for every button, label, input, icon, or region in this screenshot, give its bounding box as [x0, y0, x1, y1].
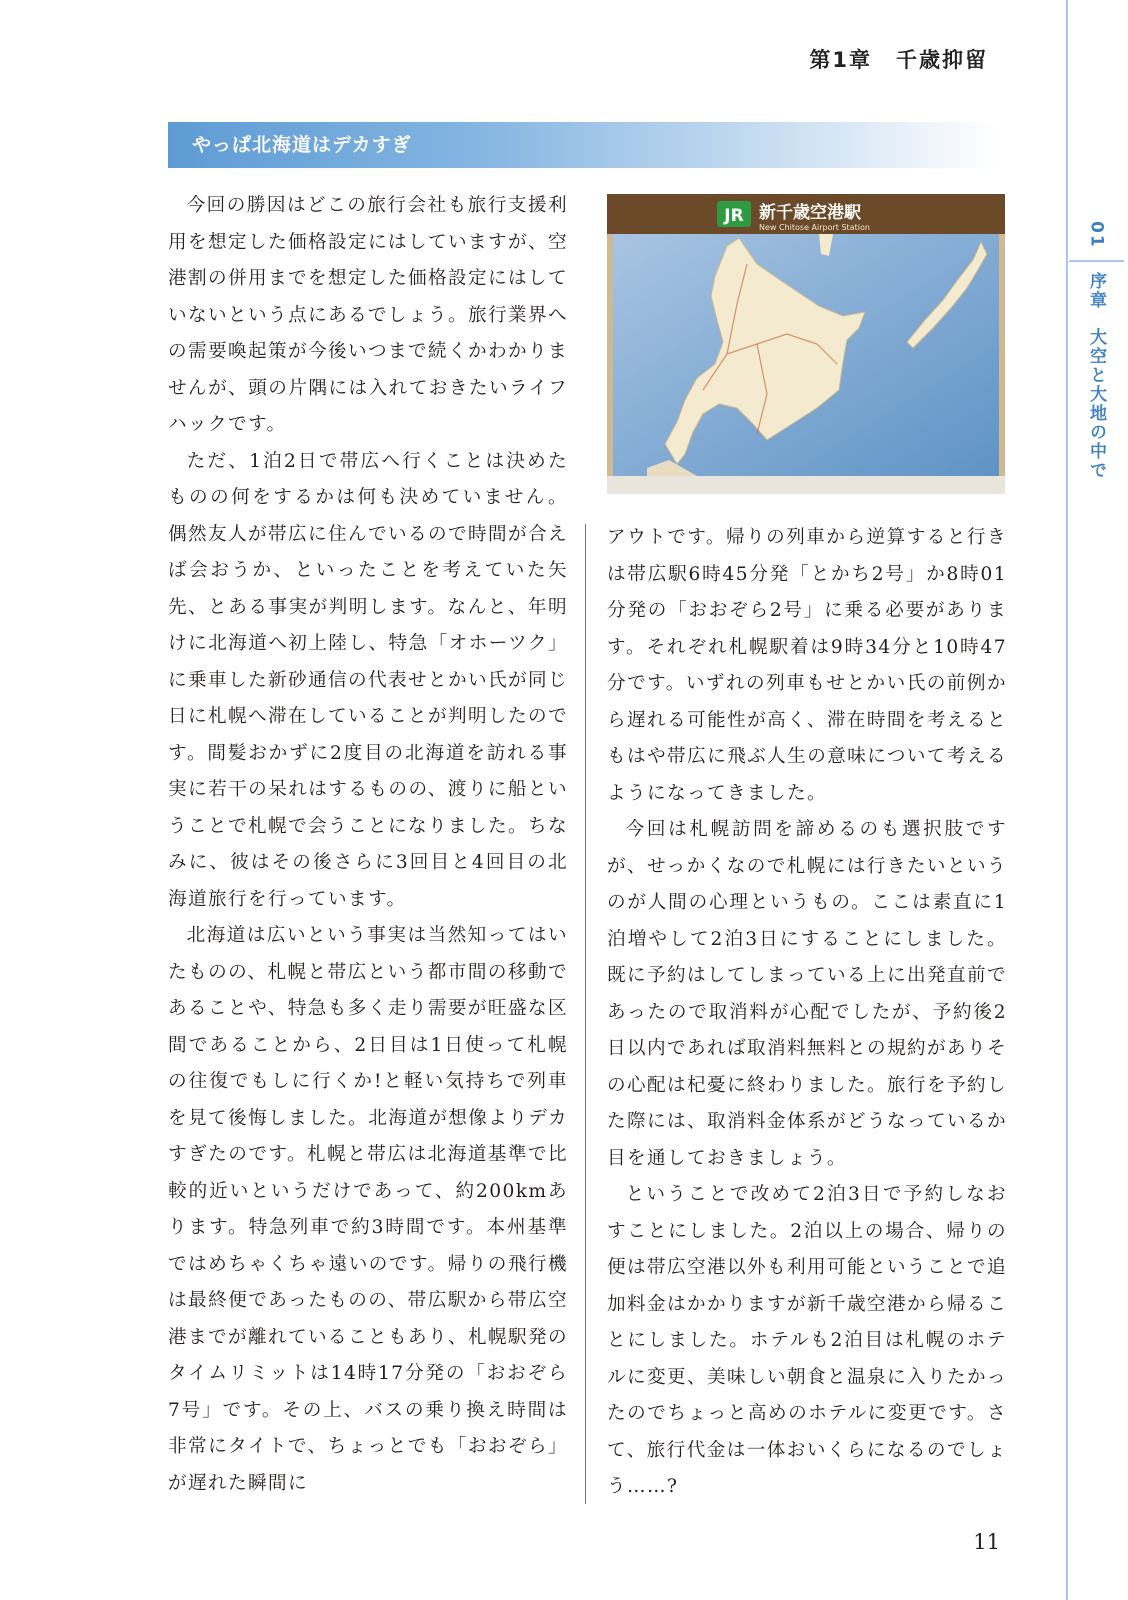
floor [607, 476, 1005, 494]
side-rule [1066, 0, 1068, 1600]
section-heading: やっぱ北海道はデカすぎ [168, 122, 1000, 168]
chapter-label: 第1章 [809, 48, 872, 72]
chapter-number: 01 [1086, 221, 1107, 249]
left-column [168, 188, 568, 1502]
chapter-title: 千歳抑留 [896, 48, 988, 72]
right-continuation: アウトです。帰りの列車から逆算すると行きは帯広駅6時45分発「とかち2号」か8時01分発の「おおぞら2号」に乗る必要があります。それぞれ札幌駅着は9時34分と10時47分です。いずれの列車もせとかい氏の前例から遅れる可能性が高く、滞在時間を考えるともはや帯広に飛ぶ人生の意味について考えるようになってきました。 [607, 527, 1007, 804]
chapter-header [809, 44, 988, 74]
right-column [607, 520, 1007, 1506]
left-paragraph-3: 北海道は広いという事実は当然知ってはいたものの、札幌と帯広という都市間の移動であることや、特急も多く走り需要が旺盛な区間であることから、2日目は1日使って札幌の往復でもしに行くか!と軽い気持ちで列車を見て後悔しました。北海道が想像よりデカすぎたのです。札幌と帯広は北海道基準で比較的近いというだけであって、約200kmあります。特急列車で約3時間です。本州基準ではめちゃくちゃ遠いのです。帰りの飛行機は最終便であったものの、帯広駅から帯広空港までが離れていることもあり、札幌駅発のタイムリミットは14時17分発の「おおぞら7号」です。その上、バスの乗り換え時間は非常にタイトで、ちょっとでも「おおぞら」が遅れた瞬間に [168, 925, 568, 1494]
side-tab-number [1069, 210, 1124, 262]
side-section-title: 大空と大地の中で [1086, 328, 1106, 480]
hokkaido-map-illustration [607, 194, 1005, 494]
right-paragraph-1: 今回は札幌訪問を諦めるのも選択肢ですが、せっかくなので札幌には行きたいというのが人間の心理というもの。ここは素直に1泊増やして2泊3日にすることにしました。既に予約はしてしまっている上に出発直前であったので取消料が心配でしたが、予約後2日以内であれば取消料無料との規約がありその心配は杞憂に終わりました。旅行を予約した際には、取消料金体系がどうなっているか目を通しておきましょう。 [607, 819, 1007, 1169]
page-number: 11 [973, 1530, 1000, 1554]
jr-logo-text: JR [724, 206, 744, 226]
station-name-ja: 新千歳空港駅 [759, 203, 861, 223]
column-divider [585, 524, 586, 1504]
side-section-label: 序章 [1086, 272, 1106, 310]
side-tab-section [1069, 272, 1124, 492]
right-paragraph-2: ということで改めて2泊3日で予約しなおすことにしました。2泊以上の場合、帰りの便は帯広空港以外も利用可能ということで追加料金はかかりますが新千歳空港から帰ることにしました。ホテルも2泊目は札幌のホテルに変更、美味しい朝食と温泉に入りたかったのでちょっと高めのホテルに変更です。さて、旅行代金は一体おいくらになるのでしょう……? [607, 1184, 1007, 1497]
station-map-photo [607, 194, 1005, 494]
left-paragraph-1: 今回の勝因はどこの旅行会社も旅行支援利用を想定した価格設定にはしていますが、空港割の併用までを想定した価格設定にはしていないという点にあるでしょう。旅行業界への需要喚起策が今後いつまで続くかわかりませんが、頭の片隅には入れておきたいライフハックです。 [168, 195, 568, 435]
station-name-en: New Chitose Airport Station [759, 223, 870, 232]
left-paragraph-2: ただ、1泊2日で帯広へ行くことは決めたものの何をするかは何も決めていません。偶然友人が帯広に住んでいるので時間が合えば会おうか、といったことを考えていた矢先、とある事実が判明します。なんと、年明けに北海道へ初上陸し、特急「オホーツク」に乗車した新砂通信の代表せとかい氏が同じ日に札幌へ滞在していることが判明したのです。間髪おかずに2度目の北海道を訪れる事実に若干の呆れはするものの、渡りに船ということで札幌で会うことになりました。ちなみに、彼はその後さらに3回目と4回目の北海道旅行を行っています。 [168, 450, 568, 910]
side-section-text [1084, 272, 1109, 480]
